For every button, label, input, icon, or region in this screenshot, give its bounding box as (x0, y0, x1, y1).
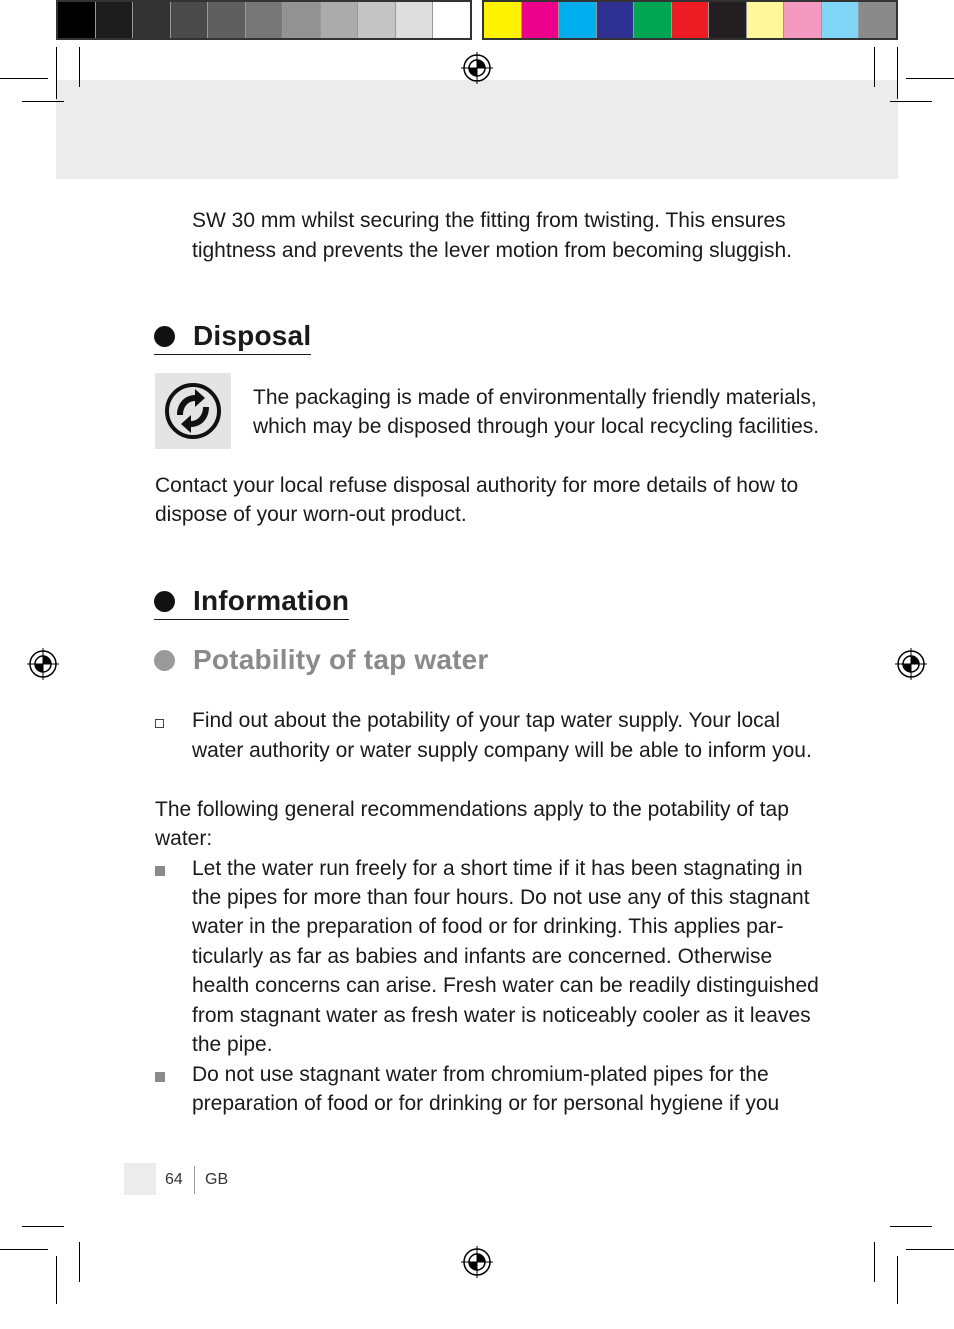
check-line: water authority or water supply company will be able to inform you. (192, 739, 812, 762)
color-swatch (58, 2, 96, 38)
information-heading (154, 585, 349, 620)
crop-mark (906, 1249, 954, 1250)
bullet-line: Let the water run freely for a short time if it has been stagnating in (192, 857, 803, 880)
registration-mark-icon (26, 647, 60, 681)
header-band (56, 80, 898, 179)
crop-mark (79, 47, 80, 87)
process-color-calibration-bar (482, 0, 898, 40)
registration-mark-icon (894, 647, 928, 681)
grayscale-calibration-bar (56, 0, 472, 40)
color-swatch (484, 2, 522, 38)
heading-bullet-icon (154, 326, 175, 347)
crop-mark (906, 78, 954, 79)
color-swatch (321, 2, 359, 38)
color-swatch (171, 2, 209, 38)
bullet-line: Do not use stagnant water from chromium-plated pipes for the (192, 1063, 769, 1086)
square-bullet-icon (155, 866, 165, 876)
packaging-line: The packaging is made of environmentally friendly materials, (253, 386, 817, 409)
color-swatch (208, 2, 246, 38)
general-line: water: (155, 827, 213, 850)
check-line: Find out about the potability of your tap water supply. Your local (192, 709, 780, 732)
color-swatch (822, 2, 860, 38)
information-title: Information (193, 585, 350, 616)
crop-mark (890, 1226, 932, 1227)
intro-line: tightness and prevents the lever motion from becoming sluggish. (192, 239, 792, 262)
color-swatch (396, 2, 434, 38)
color-swatch (784, 2, 822, 38)
bullet-line: from stagnant water as fresh water is noticeably cooler as it leaves (192, 1004, 811, 1027)
color-swatch (96, 2, 134, 38)
disposal-heading (154, 320, 311, 355)
heading-bullet-icon (154, 650, 175, 671)
color-swatch (672, 2, 710, 38)
color-swatch (133, 2, 171, 38)
crop-mark (890, 101, 932, 102)
bullet-line: water in the preparation of food or for drinking. This applies par- (192, 915, 784, 938)
color-swatch (559, 2, 597, 38)
bullet-line: ticularly as far as babies and infants are concerned. Otherwise (192, 945, 773, 968)
color-swatch (283, 2, 321, 38)
color-swatch (522, 2, 560, 38)
contact-line: dispose of your worn-out product. (155, 503, 467, 526)
crop-mark (79, 1242, 80, 1282)
footer-divider (194, 1166, 195, 1194)
language-code: GB (205, 1171, 229, 1188)
crop-mark (0, 1249, 48, 1250)
crop-mark (874, 47, 875, 87)
crop-mark (874, 1242, 875, 1282)
packaging-line: which may be disposed through your local recycling facilities. (253, 415, 820, 438)
footer-tab (124, 1163, 156, 1195)
color-swatch (433, 2, 470, 38)
checkbox-icon (155, 719, 164, 728)
color-swatch (597, 2, 635, 38)
bullet-line: the pipes for more than four hours. Do not use any of this stagnant (192, 886, 810, 909)
color-swatch (634, 2, 672, 38)
color-swatch (358, 2, 396, 38)
crop-mark (56, 1256, 57, 1304)
green-dot-recycling-icon (155, 373, 231, 449)
crop-mark (897, 47, 898, 99)
color-swatch (246, 2, 284, 38)
potability-heading (154, 644, 489, 676)
crop-mark (22, 1226, 64, 1227)
crop-mark (56, 47, 57, 99)
disposal-title: Disposal (193, 320, 312, 351)
square-bullet-icon (155, 1072, 165, 1082)
bullet-line: the pipe. (192, 1033, 273, 1056)
page-number: 64 (165, 1171, 183, 1188)
crop-mark (22, 101, 64, 102)
registration-mark-icon (460, 1245, 494, 1279)
heading-bullet-icon (154, 591, 175, 612)
bullet-line: health concerns can arise. Fresh water can be readily distinguished (192, 974, 819, 997)
crop-mark (897, 1256, 898, 1304)
registration-mark-icon (460, 51, 494, 85)
color-swatch (709, 2, 747, 38)
contact-line: Contact your local refuse disposal authority for more details of how to (155, 474, 799, 497)
color-swatch (859, 2, 896, 38)
bullet-line: preparation of food or for drinking or for personal hygiene if you (192, 1092, 780, 1115)
potability-title: Potability of tap water (193, 644, 489, 675)
color-swatch (747, 2, 785, 38)
general-line: The following general recommendations apply to the potability of tap (155, 798, 789, 821)
intro-line: SW 30 mm whilst securing the fitting from twisting. This ensures (192, 209, 786, 232)
crop-mark (0, 78, 48, 79)
